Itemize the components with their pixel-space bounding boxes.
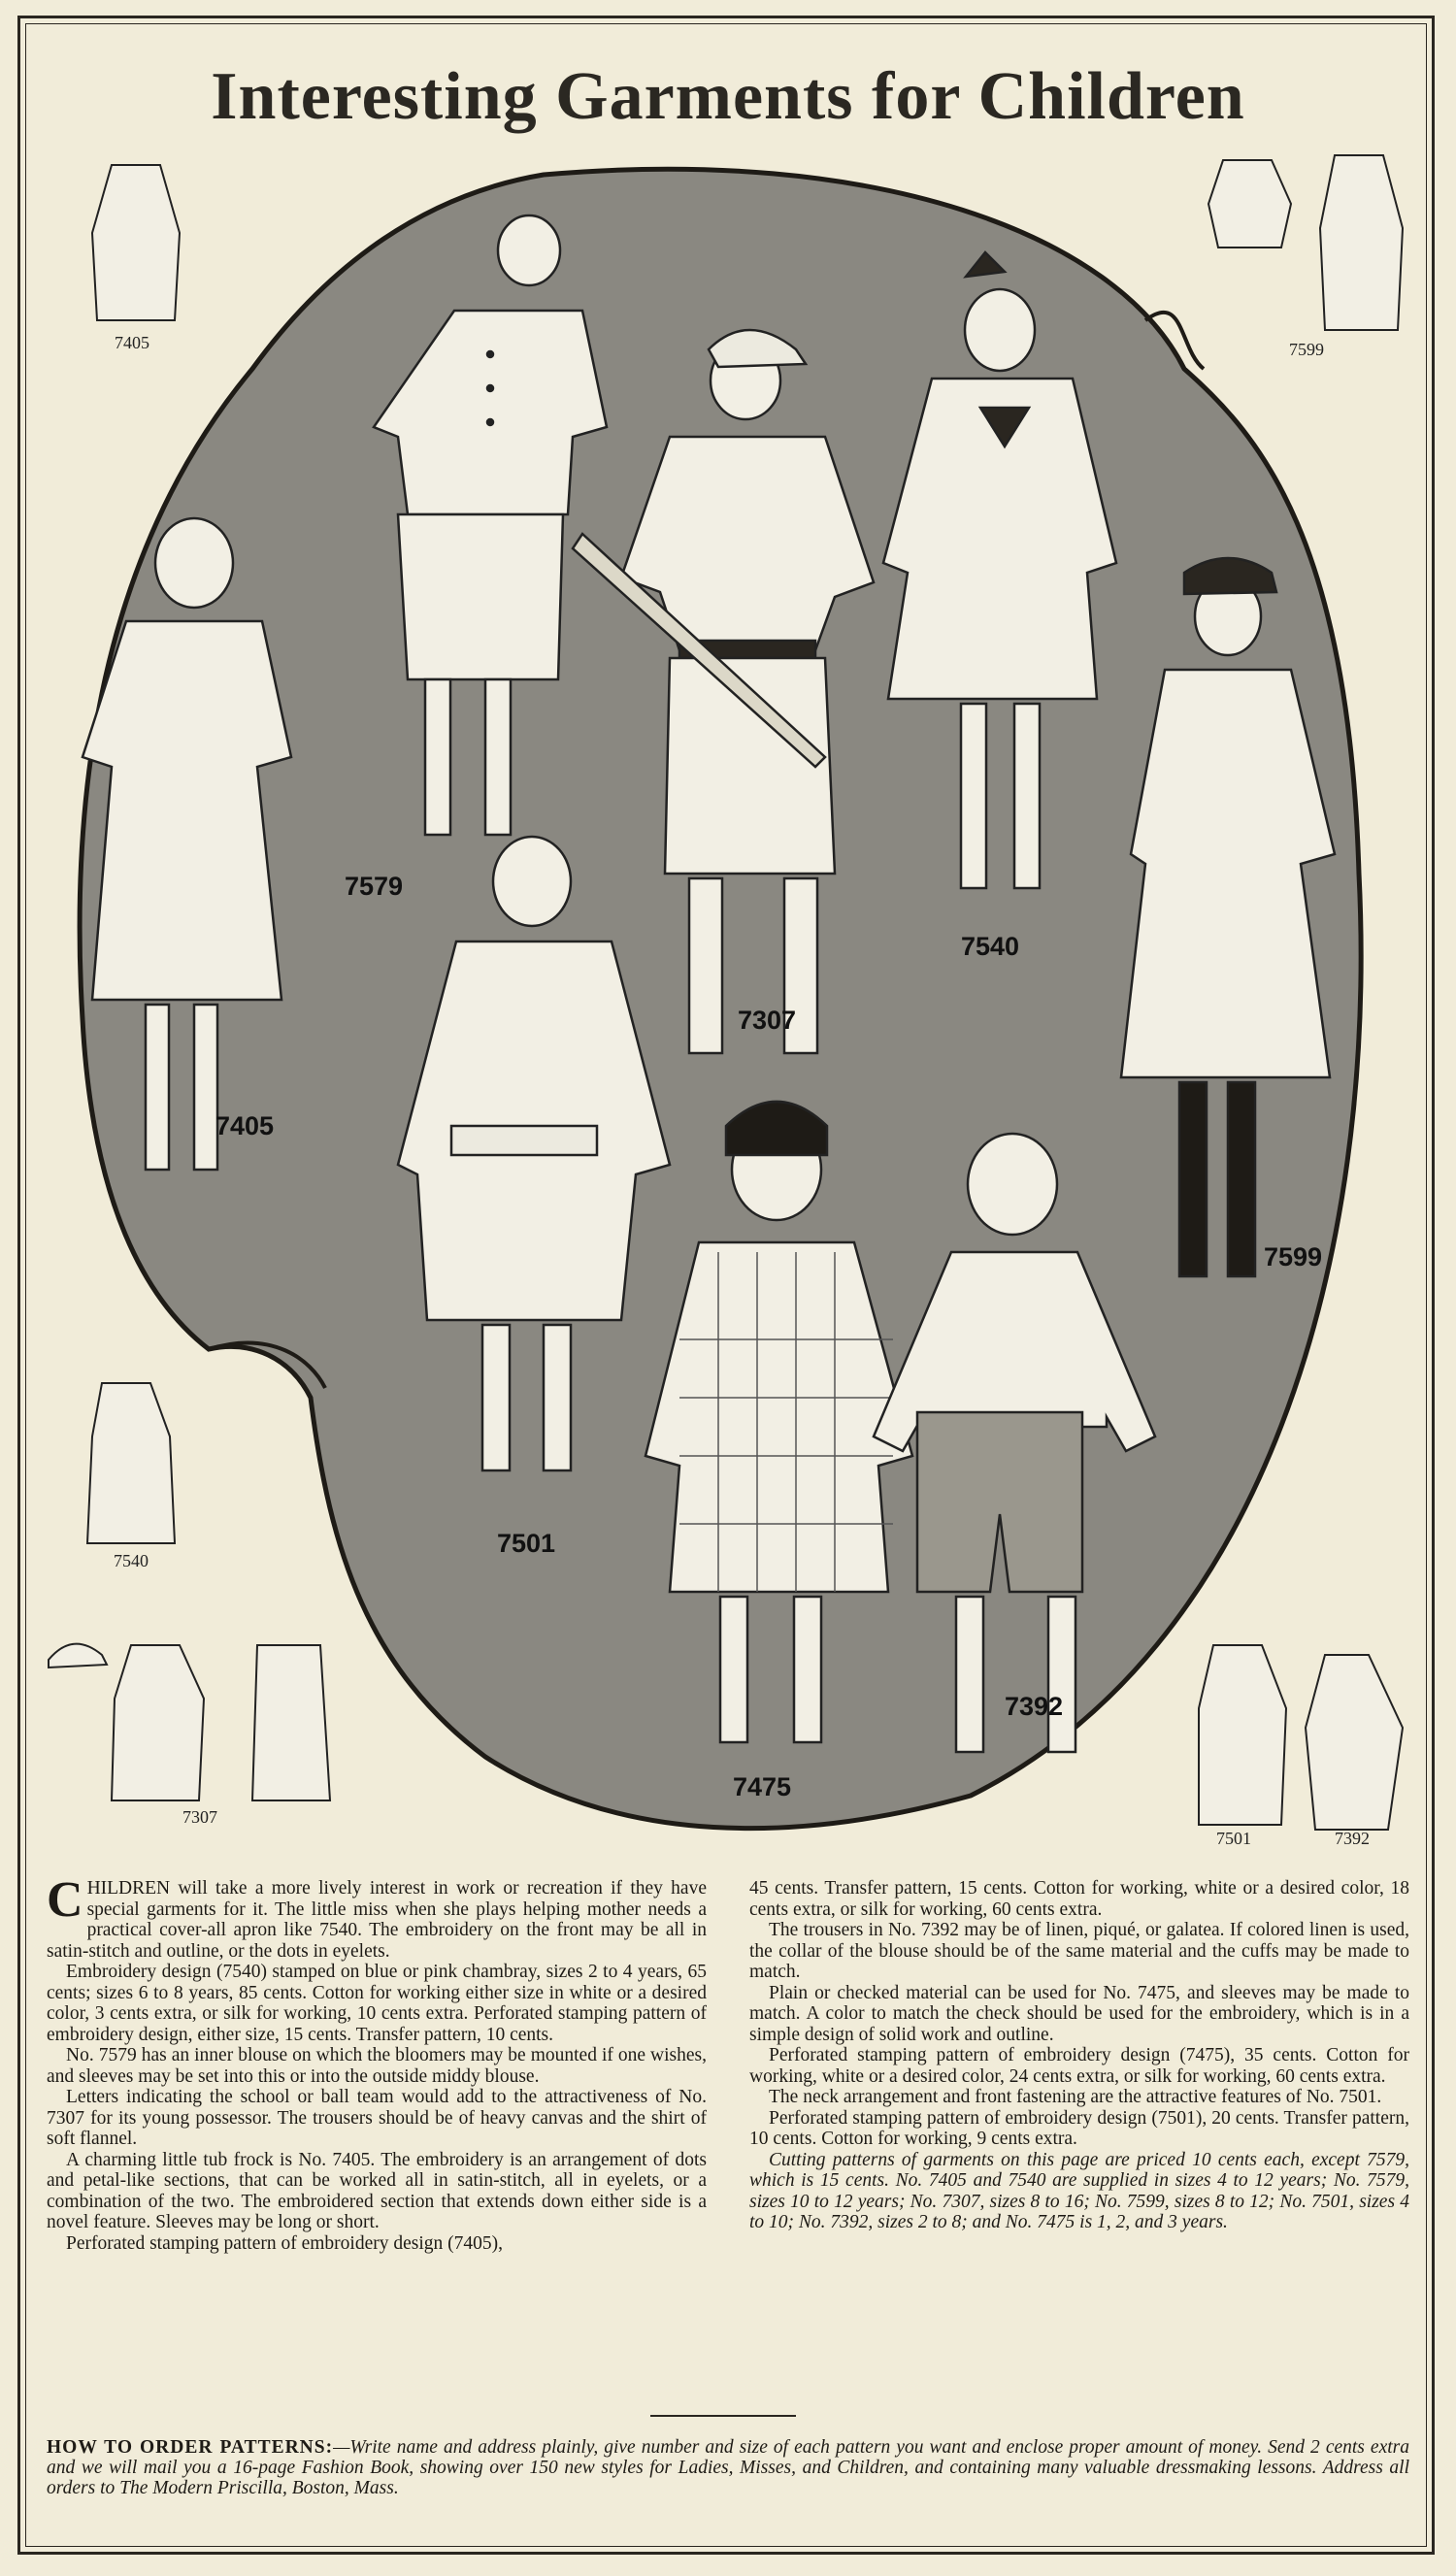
thumb-label-7405: 7405	[115, 333, 149, 352]
paragraph: Letters indicating the school or ball team would add to the attractiveness of No. 7307 for its young possessor. The trousers should be of heavy canvas and the shirt of soft flannel.	[47, 2087, 707, 2149]
thumb-label-7599: 7599	[1289, 340, 1324, 359]
article-body	[47, 1872, 1409, 2422]
label-7475: 7475	[733, 1772, 792, 1801]
paragraph: No. 7579 has an inner blouse on which the bloomers may be mounted if one wishes, and sleeves may be set into this or into the outside middy blouse.	[47, 2045, 707, 2087]
label-7392: 7392	[1005, 1692, 1064, 1721]
article-column-1	[47, 1872, 707, 2254]
drop-cap: C	[47, 1872, 83, 1928]
paragraph-text: HILDREN will take a more lively interest in work or recreation if they have special garments for it. The little miss when she plays helping mother needs a practical cover-all apron like 7540. The embroidery on the front may be all in satin-stitch and outline, or the dots in eyelets.	[47, 1878, 707, 1962]
label-7540: 7540	[961, 932, 1020, 961]
how-to-order	[47, 2437, 1409, 2498]
thumb-7599-b	[1320, 155, 1403, 330]
thumb-label-7501: 7501	[1216, 1829, 1251, 1848]
thumb-label-7307: 7307	[182, 1807, 217, 1827]
thumb-7307-cap	[49, 1644, 107, 1668]
paragraph: 45 cents. Transfer pattern, 15 cents. Cotton for working, white or a desired color, 18 cents extra, or silk for working, 60 cents extra.	[749, 1878, 1409, 1920]
paragraph: Plain or checked material can be used for No. 7475, and sleeves may be made to match. A color to match the check should be used for the embroidery, which is in a simple design of solid work and outline.	[749, 1982, 1409, 2045]
thumb-7307-trousers	[252, 1645, 330, 1800]
paragraph: Perforated stamping pattern of embroidery design (7501), 20 cents. Transfer pattern, 10 cents. Cotton for working, 9 cents extra.	[749, 2107, 1409, 2149]
label-7579: 7579	[345, 872, 404, 901]
thumb-label-7540: 7540	[114, 1551, 149, 1570]
article-column-2	[749, 1878, 1409, 2233]
thumb-7540	[87, 1383, 175, 1543]
paragraph: The neck arrangement and front fastening are the attractive features of No. 7501.	[769, 2087, 1382, 2107]
divider-rule	[650, 2415, 796, 2417]
thumb-7405	[92, 165, 180, 320]
page-title: Interesting Garments for Children	[211, 59, 1245, 134]
label-7599: 7599	[1264, 1242, 1323, 1271]
label-7501: 7501	[497, 1529, 556, 1558]
how-to-order-lead: HOW TO ORDER PATTERNS:	[47, 2437, 334, 2458]
thumb-7599-a	[1208, 160, 1291, 248]
thumb-7392	[1306, 1655, 1403, 1830]
label-7307: 7307	[738, 1006, 797, 1035]
paragraph: A charming little tub frock is No. 7405. The embroidery is an arrangement of dots and petal-like sections, that can be worked all in satin-stitch, all in eyelets, or a combination of the two. The embroidered section that extends down either side is a novel feature. Sleeves may be long or short.	[47, 2149, 707, 2232]
paragraph: Perforated stamping pattern of embroidery design (7475), 35 cents. Cotton for working, white or a desired color, 24 cents extra, or silk for working, 60 cents extra.	[749, 2045, 1409, 2087]
thumb-label-7392: 7392	[1335, 1829, 1370, 1848]
thumb-7501	[1199, 1645, 1286, 1825]
paragraph: Embroidery design (7540) stamped on blue or pink chambray, sizes 2 to 4 years, 65 cents; sizes 6 to 8 years, 85 cents. Cotton for working either size in white or a desired color, 3 cents extra, or silk for working, 10 cents extra. Perforated stamping pattern of embroidery design, either size, 15 cents. Transfer pattern, 10 cents.	[47, 1962, 707, 2045]
pricing-note: Cutting patterns of garments on this page are priced 10 cents each, except 7579, which is 15 cents. No. 7405 and 7540 are supplied in sizes 4 to 12 years; No. 7579, sizes 10 to 12 years; No. 7307, sizes 8 to 16; No. 7599, sizes 8 to 12; No. 7501, sizes 4 to 10; No. 7392, sizes 2 to 8; and No. 7475 is 1, 2, and 3 years.	[749, 2149, 1409, 2232]
label-7405: 7405	[215, 1111, 275, 1140]
paragraph: Perforated stamping pattern of embroidery design (7405),	[66, 2232, 503, 2254]
paragraph	[47, 1872, 707, 1962]
how-to-order-body: —Write name and address plainly, give number and size of each pattern you want and enclose proper amount of money. Send 2 cents extra and we will mail you a 16-page Fashion Book, showing over 150 new styles for Ladies, Misses, and Children, and containing many valuable dressmaking lessons. Address all orders to The Modern Priscilla, Boston, Mass.	[47, 2437, 1409, 2498]
thumb-7307-shirt	[112, 1645, 204, 1800]
paragraph: The trousers in No. 7392 may be of linen, piqué, or galatea. If colored linen is used, the collar of the blouse should be of the same material and the cuffs may be made to match.	[749, 1920, 1409, 1982]
